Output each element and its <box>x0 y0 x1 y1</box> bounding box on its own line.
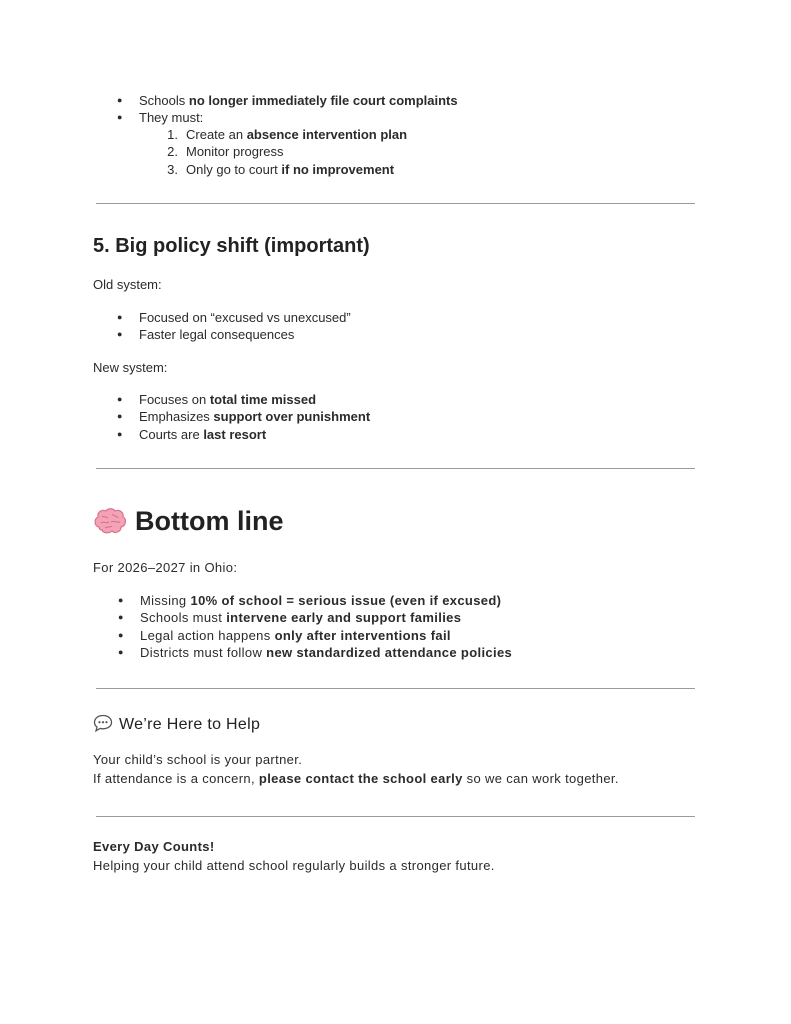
list-item: ● Schools must intervene early and support families <box>118 610 462 626</box>
list-item: ● Focuses on total time missed <box>117 392 317 407</box>
list-item: ● Emphasizes support over punishment <box>117 409 371 425</box>
help-line-1: Your child’s school is your partner. <box>93 752 303 767</box>
list-item: 1. Create an absence intervention plan <box>167 127 408 142</box>
list-item: ● Courts are last resort <box>117 426 267 442</box>
old-system-label: Old system: <box>93 277 162 292</box>
brain-icon <box>93 507 127 537</box>
intervention-bullet-list <box>117 92 458 127</box>
list-item: ● Schools no longer immediately file court complaints <box>117 93 458 108</box>
bullet-icon: ● <box>118 629 124 640</box>
divider <box>96 468 695 469</box>
list-item: ● Legal action happens only after interventions fail <box>118 627 451 643</box>
help-line-2: If attendance is a concern, please contact the school early so we can work together. <box>93 771 619 786</box>
new-system-list <box>117 391 371 443</box>
bullet-icon: ● <box>118 646 124 657</box>
list-item: ● Districts must follow new standardized attendance policies <box>118 644 513 660</box>
list-item: 3. Only go to court if no improvement <box>167 161 395 177</box>
bottom-line-heading: Bottom line <box>93 506 284 537</box>
new-system-label: New system: <box>93 360 168 375</box>
bullet-icon: ● <box>117 428 123 439</box>
bullet-icon: ● <box>117 312 123 322</box>
footer-text: Helping your child attend school regularly builds a stronger future. <box>93 858 495 873</box>
bullet-icon: ● <box>117 394 123 404</box>
bottom-line-list <box>118 592 513 661</box>
bullet-icon: ● <box>117 112 123 123</box>
bullet-icon: ● <box>118 595 124 605</box>
section-heading: 5. Big policy shift (important) <box>93 235 370 257</box>
divider <box>96 816 695 817</box>
footer-title: Every Day Counts! <box>93 839 215 854</box>
bottom-line-intro: For 2026–2027 in Ohio: <box>93 560 238 575</box>
help-heading: We’re Here to Help <box>93 714 260 734</box>
divider <box>96 203 695 204</box>
bullet-icon: ● <box>117 95 123 105</box>
intervention-steps-list <box>167 126 408 178</box>
divider <box>96 688 695 689</box>
list-item: ● Faster legal consequences <box>117 327 295 343</box>
bullet-icon: ● <box>117 411 123 422</box>
bullet-icon: ● <box>117 329 123 340</box>
list-item: ● Focused on “excused vs unexcused” <box>117 310 351 325</box>
list-item: ● Missing 10% of school = serious issue (even if excused) <box>118 593 502 608</box>
speech-bubble-icon <box>93 714 113 732</box>
old-system-list <box>117 309 351 344</box>
list-item: 2. Monitor progress <box>167 144 284 160</box>
list-item: ● They must: <box>117 110 204 126</box>
bullet-icon: ● <box>118 612 124 623</box>
